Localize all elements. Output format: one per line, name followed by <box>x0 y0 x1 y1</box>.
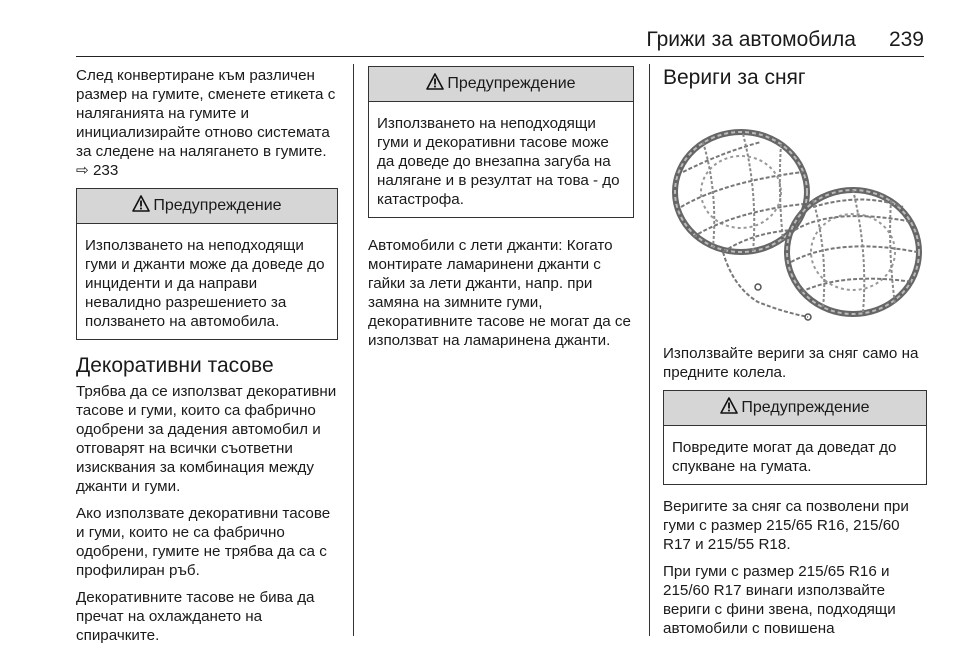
warning-box <box>368 66 634 218</box>
warning-title: Предупреждение <box>447 75 576 92</box>
section-heading: Вериги за сняг <box>663 66 806 89</box>
cross-reference-icon: ⇨ <box>76 161 89 179</box>
body-paragraph: При гуми с размер 215/65 R16 и 215/60 R17 винаги използвайте вериги с фини звена, подходящи автомобили с повишена <box>663 563 896 637</box>
body-paragraph: Трябва да се използват декоративни тасове и гуми, които са фабрично одобрени за дадения автомобил и отговарят на всички съответни изисквания за комбинация между джанти и гуми. <box>76 383 337 495</box>
warning-box <box>76 188 338 340</box>
column-divider <box>353 64 354 636</box>
warning-body <box>664 426 926 484</box>
warning-triangle-icon <box>132 191 150 225</box>
warning-body <box>77 224 337 339</box>
chapter-title: Грижи за автомобила <box>646 28 856 51</box>
warning-text: Повредите могат да доведат до спукване на гумата. <box>672 439 897 475</box>
warning-header <box>369 67 633 102</box>
warning-box <box>663 390 927 485</box>
body-paragraph: Веригите за сняг са позволени при гуми с размер 215/65 R16, 215/60 R17 и 215/55 R18. <box>663 498 909 553</box>
warning-header <box>77 189 337 224</box>
cross-reference-link[interactable]: 233 <box>92 162 119 179</box>
warning-title: Предупреждение <box>741 399 870 416</box>
body-paragraph: Ако използвате декоративни тасове и гуми, които не са фабрично одобрени, гумите не трябва да са с профилиран ръб. <box>76 505 331 579</box>
warning-header <box>664 391 926 426</box>
intro-paragraph: След конвертиране към различен размер на гумите, сменете етикета с наляганията на гумите и инициализирайте отново системата за следене на налягането в гумите. ⇨ 233 <box>76 67 336 179</box>
figure-caption: Използвайте вериги за сняг само на предните колела. <box>663 345 919 381</box>
snow-chains-illustration-icon <box>663 112 925 330</box>
column-2 <box>368 66 634 358</box>
warning-triangle-icon <box>720 393 738 427</box>
column-divider <box>649 64 650 636</box>
column-3 <box>663 66 927 646</box>
warning-text: Използването на неподходящи гуми и джанти може да доведе до инциденти и да направи невалидно разрешението за ползването на автомобила. <box>85 237 325 330</box>
warning-text: Използването на неподходящи гуми и декоративни тасове може да доведе до внезапна загуба на налягане и в резултат на това - до катастрофа. <box>377 115 620 208</box>
warning-body <box>369 102 633 217</box>
page-header <box>76 28 924 57</box>
body-paragraph: Декоративните тасове не бива да пречат на охлаждането на спирачките. <box>76 589 315 644</box>
body-paragraph: Автомобили с лети джанти: Когато монтирате ламаринени джанти с гайки за лети джанти, напр. при замяна на зимните гуми, декоративните тасове не могат да се използват на ламаринена джанти. <box>368 237 631 349</box>
warning-title: Предупреждение <box>153 197 282 214</box>
section-heading: Декоративни тасове <box>76 354 274 377</box>
column-1 <box>76 66 338 653</box>
page-number: 239 <box>888 28 924 51</box>
warning-triangle-icon <box>426 69 444 103</box>
